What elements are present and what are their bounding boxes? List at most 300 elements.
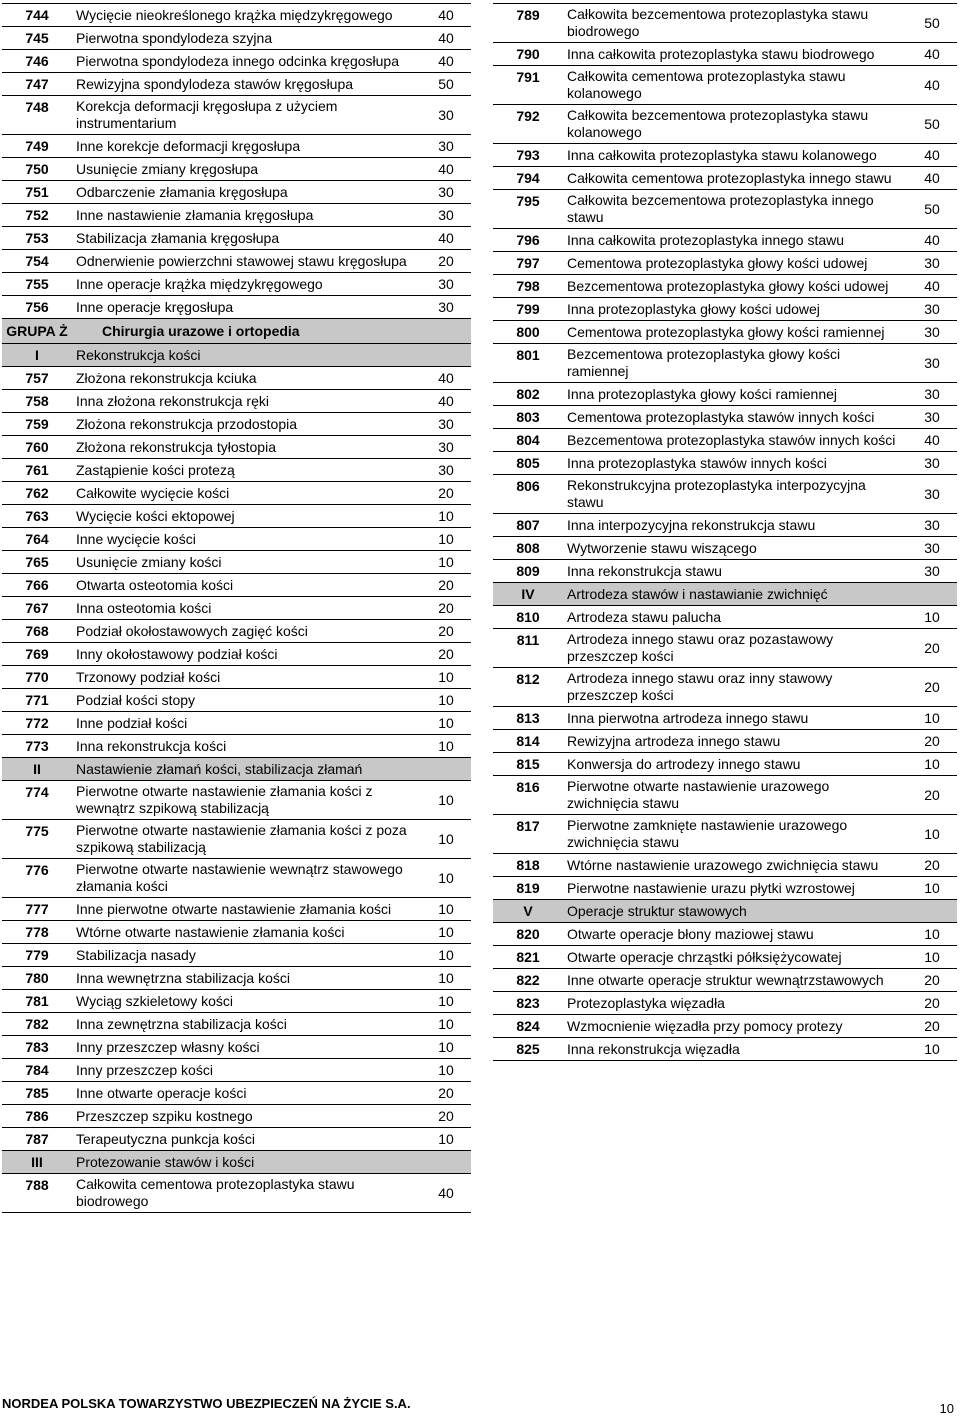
table-row <box>2 921 471 944</box>
procedure-name: Złożona rekonstrukcja kciuka <box>72 367 421 390</box>
procedure-code: 813 <box>493 707 563 730</box>
table-row <box>493 167 957 190</box>
table-row <box>2 620 471 643</box>
table-row <box>2 273 471 296</box>
procedure-name: Inny przeszczep kości <box>72 1059 421 1082</box>
procedure-code: 797 <box>493 252 563 275</box>
procedure-code: 769 <box>2 643 72 666</box>
procedure-code: 802 <box>493 383 563 406</box>
procedure-name: Pierwotne zamknięte nastawienie urazowego zwichnięcia stawu <box>563 815 907 854</box>
procedure-code: 807 <box>493 514 563 537</box>
procedure-name: Całkowite wycięcie kości <box>72 482 421 505</box>
procedure-name: Inne operacje kręgosłupa <box>72 296 421 319</box>
procedure-name: Cementowa protezoplastyka głowy kości udowej <box>563 252 907 275</box>
procedure-points: 20 <box>421 597 471 620</box>
procedure-code: 745 <box>2 27 72 50</box>
procedure-code: 814 <box>493 730 563 753</box>
procedure-points: 40 <box>907 43 957 66</box>
procedure-code: 824 <box>493 1015 563 1038</box>
procedure-code: 806 <box>493 475 563 514</box>
procedure-points: 10 <box>421 967 471 990</box>
table-row <box>2 227 471 250</box>
table-row <box>493 229 957 252</box>
procedure-code: 777 <box>2 898 72 921</box>
procedure-name: Wycięcie nieokreślonego krążka międzykręgowego <box>72 4 421 27</box>
procedure-code: 787 <box>2 1128 72 1151</box>
table-row <box>2 898 471 921</box>
table-row <box>2 859 471 898</box>
procedure-name: Podział kości stopy <box>72 689 421 712</box>
procedure-code: 816 <box>493 776 563 815</box>
procedure-code: 783 <box>2 1036 72 1059</box>
procedure-points: 30 <box>907 475 957 514</box>
procedure-name: Terapeutyczna punkcja kości <box>72 1128 421 1151</box>
procedure-points: 30 <box>421 273 471 296</box>
procedure-name: Inna pierwotna artrodeza innego stawu <box>563 707 907 730</box>
procedure-table-right <box>493 3 957 1061</box>
table-row <box>2 820 471 859</box>
procedure-points: 10 <box>421 898 471 921</box>
procedure-name: Artrodeza stawu palucha <box>563 606 907 629</box>
procedure-code: 781 <box>2 990 72 1013</box>
procedure-points: 50 <box>907 4 957 43</box>
procedure-name: Usunięcie zmiany kręgosłupa <box>72 158 421 181</box>
procedure-points: 20 <box>421 574 471 597</box>
procedure-name: Inna osteotomia kości <box>72 597 421 620</box>
table-row <box>493 707 957 730</box>
table-row <box>493 344 957 383</box>
procedure-points: 50 <box>907 190 957 229</box>
table-row <box>493 537 957 560</box>
table-row <box>493 992 957 1015</box>
procedure-name: Inna całkowita protezoplastyka stawu kolanowego <box>563 144 907 167</box>
procedure-points: 10 <box>907 815 957 854</box>
table-row <box>2 482 471 505</box>
procedure-code: 771 <box>2 689 72 712</box>
procedure-name: Inna protezoplastyka głowy kości ramiennej <box>563 383 907 406</box>
procedure-code: 749 <box>2 135 72 158</box>
table-row <box>493 877 957 900</box>
procedure-points: 30 <box>907 298 957 321</box>
procedure-name: Usunięcie zmiany kości <box>72 551 421 574</box>
section-title: Artrodeza stawów i nastawianie zwichnięć <box>563 583 957 606</box>
procedure-name: Inne wycięcie kości <box>72 528 421 551</box>
procedure-code: 796 <box>493 229 563 252</box>
procedure-points: 30 <box>907 321 957 344</box>
page-number: 10 <box>939 1401 954 1416</box>
procedure-code: 801 <box>493 344 563 383</box>
procedure-points: 10 <box>907 923 957 946</box>
table-row <box>493 190 957 229</box>
procedure-name: Odnerwienie powierzchni stawowej stawu kręgosłupa <box>72 250 421 273</box>
table-row <box>2 528 471 551</box>
table-row <box>493 969 957 992</box>
procedure-code: 825 <box>493 1038 563 1061</box>
procedure-code: 798 <box>493 275 563 298</box>
table-row <box>2 459 471 482</box>
table-row <box>493 321 957 344</box>
table-row <box>2 735 471 758</box>
table-row <box>493 66 957 105</box>
procedure-name: Inna całkowita protezoplastyka innego stawu <box>563 229 907 252</box>
procedure-code: 751 <box>2 181 72 204</box>
procedure-name: Otwarta osteotomia kości <box>72 574 421 597</box>
procedure-points: 20 <box>907 969 957 992</box>
procedure-points: 10 <box>907 753 957 776</box>
table-row <box>2 597 471 620</box>
procedure-code: 756 <box>2 296 72 319</box>
procedure-name: Rewizyjna artrodeza innego stawu <box>563 730 907 753</box>
procedure-name: Pierwotne otwarte nastawienie wewnątrz stawowego złamania kości <box>72 859 421 898</box>
procedure-points: 20 <box>421 620 471 643</box>
table-row <box>493 946 957 969</box>
table-row <box>2 1036 471 1059</box>
procedure-name: Inne pierwotne otwarte nastawienie złamania kości <box>72 898 421 921</box>
section-title: Operacje struktur stawowych <box>563 900 957 923</box>
table-row <box>493 105 957 144</box>
procedure-name: Wzmocnienie więzadła przy pomocy protezy <box>563 1015 907 1038</box>
procedure-name: Wyciąg szkieletowy kości <box>72 990 421 1013</box>
procedure-name: Inna całkowita protezoplastyka stawu biodrowego <box>563 43 907 66</box>
table-row <box>2 712 471 735</box>
procedure-points: 10 <box>421 689 471 712</box>
procedure-code: 792 <box>493 105 563 144</box>
procedure-code: 744 <box>2 4 72 27</box>
table-row <box>493 4 957 43</box>
table-row <box>2 204 471 227</box>
procedure-name: Inna interpozycyjna rekonstrukcja stawu <box>563 514 907 537</box>
group-title: Chirurgia urazowe i ortopedia <box>72 319 471 344</box>
procedure-points: 10 <box>907 606 957 629</box>
left-column <box>2 3 471 1213</box>
table-row <box>2 413 471 436</box>
procedure-name: Pierwotne otwarte nastawienie urazowego zwichnięcia stawu <box>563 776 907 815</box>
table-row <box>2 689 471 712</box>
table-row <box>2 296 471 319</box>
table-row <box>493 514 957 537</box>
procedure-points: 10 <box>421 944 471 967</box>
table-row <box>2 944 471 967</box>
procedure-points: 10 <box>421 921 471 944</box>
procedure-code: 815 <box>493 753 563 776</box>
procedure-name: Wycięcie kości ektopowej <box>72 505 421 528</box>
procedure-points: 10 <box>907 946 957 969</box>
section-title: Rekonstrukcja kości <box>72 344 471 367</box>
procedure-name: Inna protezoplastyka głowy kości udowej <box>563 298 907 321</box>
procedure-code: 808 <box>493 537 563 560</box>
procedure-points: 10 <box>421 735 471 758</box>
procedure-points: 10 <box>421 666 471 689</box>
procedure-name: Inna złożona rekonstrukcja ręki <box>72 390 421 413</box>
procedure-code: 782 <box>2 1013 72 1036</box>
procedure-points: 20 <box>907 854 957 877</box>
procedure-name: Złożona rekonstrukcja przodostopia <box>72 413 421 436</box>
procedure-points: 10 <box>421 528 471 551</box>
procedure-name: Inne podział kości <box>72 712 421 735</box>
table-row <box>2 1128 471 1151</box>
procedure-points: 50 <box>907 105 957 144</box>
procedure-code: 761 <box>2 459 72 482</box>
table-row <box>2 1082 471 1105</box>
procedure-name: Artrodeza innego stawu oraz inny stawowy przeszczep kości <box>563 668 907 707</box>
procedure-code: 778 <box>2 921 72 944</box>
section-numeral: I <box>2 344 72 367</box>
procedure-code: 779 <box>2 944 72 967</box>
table-row <box>2 436 471 459</box>
procedure-points: 40 <box>907 167 957 190</box>
table-row <box>493 776 957 815</box>
procedure-points: 10 <box>421 1013 471 1036</box>
procedure-points: 40 <box>421 227 471 250</box>
procedure-points: 30 <box>907 383 957 406</box>
procedure-points: 30 <box>907 514 957 537</box>
procedure-code: 817 <box>493 815 563 854</box>
table-row <box>493 429 957 452</box>
section-title: Nastawienie złamań kości, stabilizacja złamań <box>72 758 471 781</box>
procedure-name: Inna zewnętrzna stabilizacja kości <box>72 1013 421 1036</box>
procedure-code: 773 <box>2 735 72 758</box>
table-row <box>493 606 957 629</box>
table-row <box>493 475 957 514</box>
table-row <box>2 666 471 689</box>
procedure-name: Otwarte operacje chrząstki półksiężycowatej <box>563 946 907 969</box>
procedure-name: Inne korekcje deformacji kręgosłupa <box>72 135 421 158</box>
procedure-name: Podział okołostawowych zagięć kości <box>72 620 421 643</box>
procedure-points: 10 <box>421 820 471 859</box>
table-row <box>2 158 471 181</box>
procedure-points: 10 <box>421 1059 471 1082</box>
procedure-code: 757 <box>2 367 72 390</box>
procedure-name: Wytworzenie stawu wiszącego <box>563 537 907 560</box>
procedure-name: Całkowita bezcementowa protezoplastyka stawu biodrowego <box>563 4 907 43</box>
table-row <box>2 1059 471 1082</box>
procedure-points: 10 <box>421 505 471 528</box>
procedure-points: 30 <box>421 436 471 459</box>
table-row <box>493 854 957 877</box>
procedure-code: 772 <box>2 712 72 735</box>
procedure-points: 30 <box>907 560 957 583</box>
footer-company: NORDEA POLSKA TOWARZYSTWO UBEZPIECZEŃ NA ŻYCIE S.A. <box>2 1396 411 1411</box>
procedure-points: 30 <box>907 452 957 475</box>
procedure-name: Wtórne nastawienie urazowego zwichnięcia stawu <box>563 854 907 877</box>
procedure-points: 20 <box>421 1105 471 1128</box>
procedure-code: 786 <box>2 1105 72 1128</box>
procedure-points: 20 <box>907 668 957 707</box>
procedure-name: Pierwotne otwarte nastawienie złamania kości z poza szpikową stabilizacją <box>72 820 421 859</box>
section-header-row <box>2 344 471 367</box>
procedure-name: Cementowa protezoplastyka głowy kości ramiennej <box>563 321 907 344</box>
procedure-code: 789 <box>493 4 563 43</box>
procedure-code: 785 <box>2 1082 72 1105</box>
procedure-points: 30 <box>907 344 957 383</box>
table-row <box>2 4 471 27</box>
procedure-code: 821 <box>493 946 563 969</box>
procedure-name: Rekonstrukcyjna protezoplastyka interpozycyjna stawu <box>563 475 907 514</box>
procedure-points: 30 <box>907 537 957 560</box>
table-row <box>2 1174 471 1213</box>
procedure-code: 747 <box>2 73 72 96</box>
procedure-code: 746 <box>2 50 72 73</box>
procedure-points: 10 <box>421 551 471 574</box>
table-row <box>2 781 471 820</box>
section-numeral: III <box>2 1151 72 1174</box>
procedure-points: 20 <box>421 1082 471 1105</box>
procedure-name: Stabilizacja nasady <box>72 944 421 967</box>
procedure-name: Korekcja deformacji kręgosłupa z użyciem instrumentarium <box>72 96 421 135</box>
table-row <box>2 643 471 666</box>
procedure-code: 768 <box>2 620 72 643</box>
procedure-points: 10 <box>907 877 957 900</box>
table-row <box>2 574 471 597</box>
procedure-code: 809 <box>493 560 563 583</box>
procedure-points: 10 <box>421 1128 471 1151</box>
section-numeral: IV <box>493 583 563 606</box>
procedure-points: 20 <box>421 482 471 505</box>
procedure-name: Inna rekonstrukcja stawu <box>563 560 907 583</box>
table-row <box>2 1105 471 1128</box>
procedure-name: Artrodeza innego stawu oraz pozastawowy przeszczep kości <box>563 629 907 668</box>
procedure-points: 40 <box>907 429 957 452</box>
table-row <box>2 250 471 273</box>
procedure-points: 40 <box>421 367 471 390</box>
procedure-code: 784 <box>2 1059 72 1082</box>
procedure-table-left <box>2 3 471 1213</box>
procedure-name: Pierwotna spondylodeza innego odcinka kręgosłupa <box>72 50 421 73</box>
table-row <box>493 144 957 167</box>
table-row <box>493 668 957 707</box>
right-column <box>493 3 957 1061</box>
procedure-name: Otwarte operacje błony maziowej stawu <box>563 923 907 946</box>
procedure-points: 30 <box>907 252 957 275</box>
procedure-code: 766 <box>2 574 72 597</box>
table-row <box>2 551 471 574</box>
table-row <box>493 730 957 753</box>
table-row <box>493 753 957 776</box>
procedure-code: 752 <box>2 204 72 227</box>
procedure-code: 794 <box>493 167 563 190</box>
procedure-points: 40 <box>421 50 471 73</box>
table-row <box>493 923 957 946</box>
procedure-name: Całkowita bezcementowa protezoplastyka innego stawu <box>563 190 907 229</box>
procedure-code: 758 <box>2 390 72 413</box>
procedure-code: 823 <box>493 992 563 1015</box>
procedure-name: Inna wewnętrzna stabilizacja kości <box>72 967 421 990</box>
table-row <box>493 43 957 66</box>
procedure-name: Bezcementowa protezoplastyka głowy kości ramiennej <box>563 344 907 383</box>
procedure-name: Całkowita cementowa protezoplastyka stawu biodrowego <box>72 1174 421 1213</box>
section-header-row <box>2 758 471 781</box>
procedure-points: 30 <box>421 181 471 204</box>
procedure-name: Inny okołostawowy podział kości <box>72 643 421 666</box>
procedure-name: Zastąpienie kości protezą <box>72 459 421 482</box>
procedure-code: 799 <box>493 298 563 321</box>
procedure-name: Inna rekonstrukcja kości <box>72 735 421 758</box>
procedure-points: 30 <box>907 406 957 429</box>
procedure-code: 803 <box>493 406 563 429</box>
procedure-name: Protezoplastyka więzadła <box>563 992 907 1015</box>
section-title: Protezowanie stawów i kości <box>72 1151 471 1174</box>
table-row <box>493 252 957 275</box>
section-header-row <box>493 900 957 923</box>
procedure-points: 10 <box>421 781 471 820</box>
table-row <box>2 96 471 135</box>
table-row <box>2 367 471 390</box>
table-row <box>493 383 957 406</box>
procedure-name: Rewizyjna spondylodeza stawów kręgosłupa <box>72 73 421 96</box>
procedure-code: 791 <box>493 66 563 105</box>
procedure-name: Inna rekonstrukcja więzadła <box>563 1038 907 1061</box>
procedure-name: Odbarczenie złamania kręgosłupa <box>72 181 421 204</box>
table-row <box>493 1015 957 1038</box>
procedure-points: 40 <box>907 229 957 252</box>
table-row <box>493 1038 957 1061</box>
procedure-code: 804 <box>493 429 563 452</box>
table-row <box>2 390 471 413</box>
table-row <box>2 27 471 50</box>
table-row <box>493 560 957 583</box>
group-header-row <box>2 319 471 344</box>
procedure-name: Inne nastawienie złamania kręgosłupa <box>72 204 421 227</box>
procedure-name: Inne otwarte operacje kości <box>72 1082 421 1105</box>
procedure-code: 812 <box>493 668 563 707</box>
section-header-row <box>2 1151 471 1174</box>
group-label: GRUPA Ż <box>2 319 72 344</box>
procedure-code: 765 <box>2 551 72 574</box>
procedure-points: 10 <box>907 1038 957 1061</box>
procedure-points: 40 <box>907 275 957 298</box>
procedure-name: Stabilizacja złamania kręgosłupa <box>72 227 421 250</box>
procedure-code: 775 <box>2 820 72 859</box>
procedure-name: Przeszczep szpiku kostnego <box>72 1105 421 1128</box>
procedure-code: 755 <box>2 273 72 296</box>
procedure-code: 774 <box>2 781 72 820</box>
procedure-name: Inne operacje krążka międzykręgowego <box>72 273 421 296</box>
procedure-name: Inna protezoplastyka stawów innych kości <box>563 452 907 475</box>
procedure-points: 40 <box>907 144 957 167</box>
procedure-code: 754 <box>2 250 72 273</box>
section-numeral: V <box>493 900 563 923</box>
table-row <box>493 629 957 668</box>
procedure-points: 10 <box>421 990 471 1013</box>
procedure-points: 40 <box>421 1174 471 1213</box>
procedure-name: Inny przeszczep własny kości <box>72 1036 421 1059</box>
procedure-name: Bezcementowa protezoplastyka stawów innych kości <box>563 429 907 452</box>
procedure-code: 819 <box>493 877 563 900</box>
procedure-points: 30 <box>421 135 471 158</box>
table-row <box>493 406 957 429</box>
procedure-name: Całkowita cementowa protezoplastyka stawu kolanowego <box>563 66 907 105</box>
procedure-points: 20 <box>907 629 957 668</box>
procedure-code: 790 <box>493 43 563 66</box>
table-row <box>2 967 471 990</box>
procedure-code: 820 <box>493 923 563 946</box>
section-header-row <box>493 583 957 606</box>
procedure-name: Bezcementowa protezoplastyka głowy kości udowej <box>563 275 907 298</box>
table-row <box>2 181 471 204</box>
procedure-points: 20 <box>421 250 471 273</box>
procedure-points: 20 <box>907 1015 957 1038</box>
table-row <box>2 505 471 528</box>
procedure-code: 776 <box>2 859 72 898</box>
procedure-points: 30 <box>421 459 471 482</box>
procedure-code: 767 <box>2 597 72 620</box>
table-row <box>2 990 471 1013</box>
procedure-points: 30 <box>421 296 471 319</box>
procedure-points: 50 <box>421 73 471 96</box>
procedure-code: 748 <box>2 96 72 135</box>
procedure-name: Wtórne otwarte nastawienie złamania kości <box>72 921 421 944</box>
procedure-code: 818 <box>493 854 563 877</box>
